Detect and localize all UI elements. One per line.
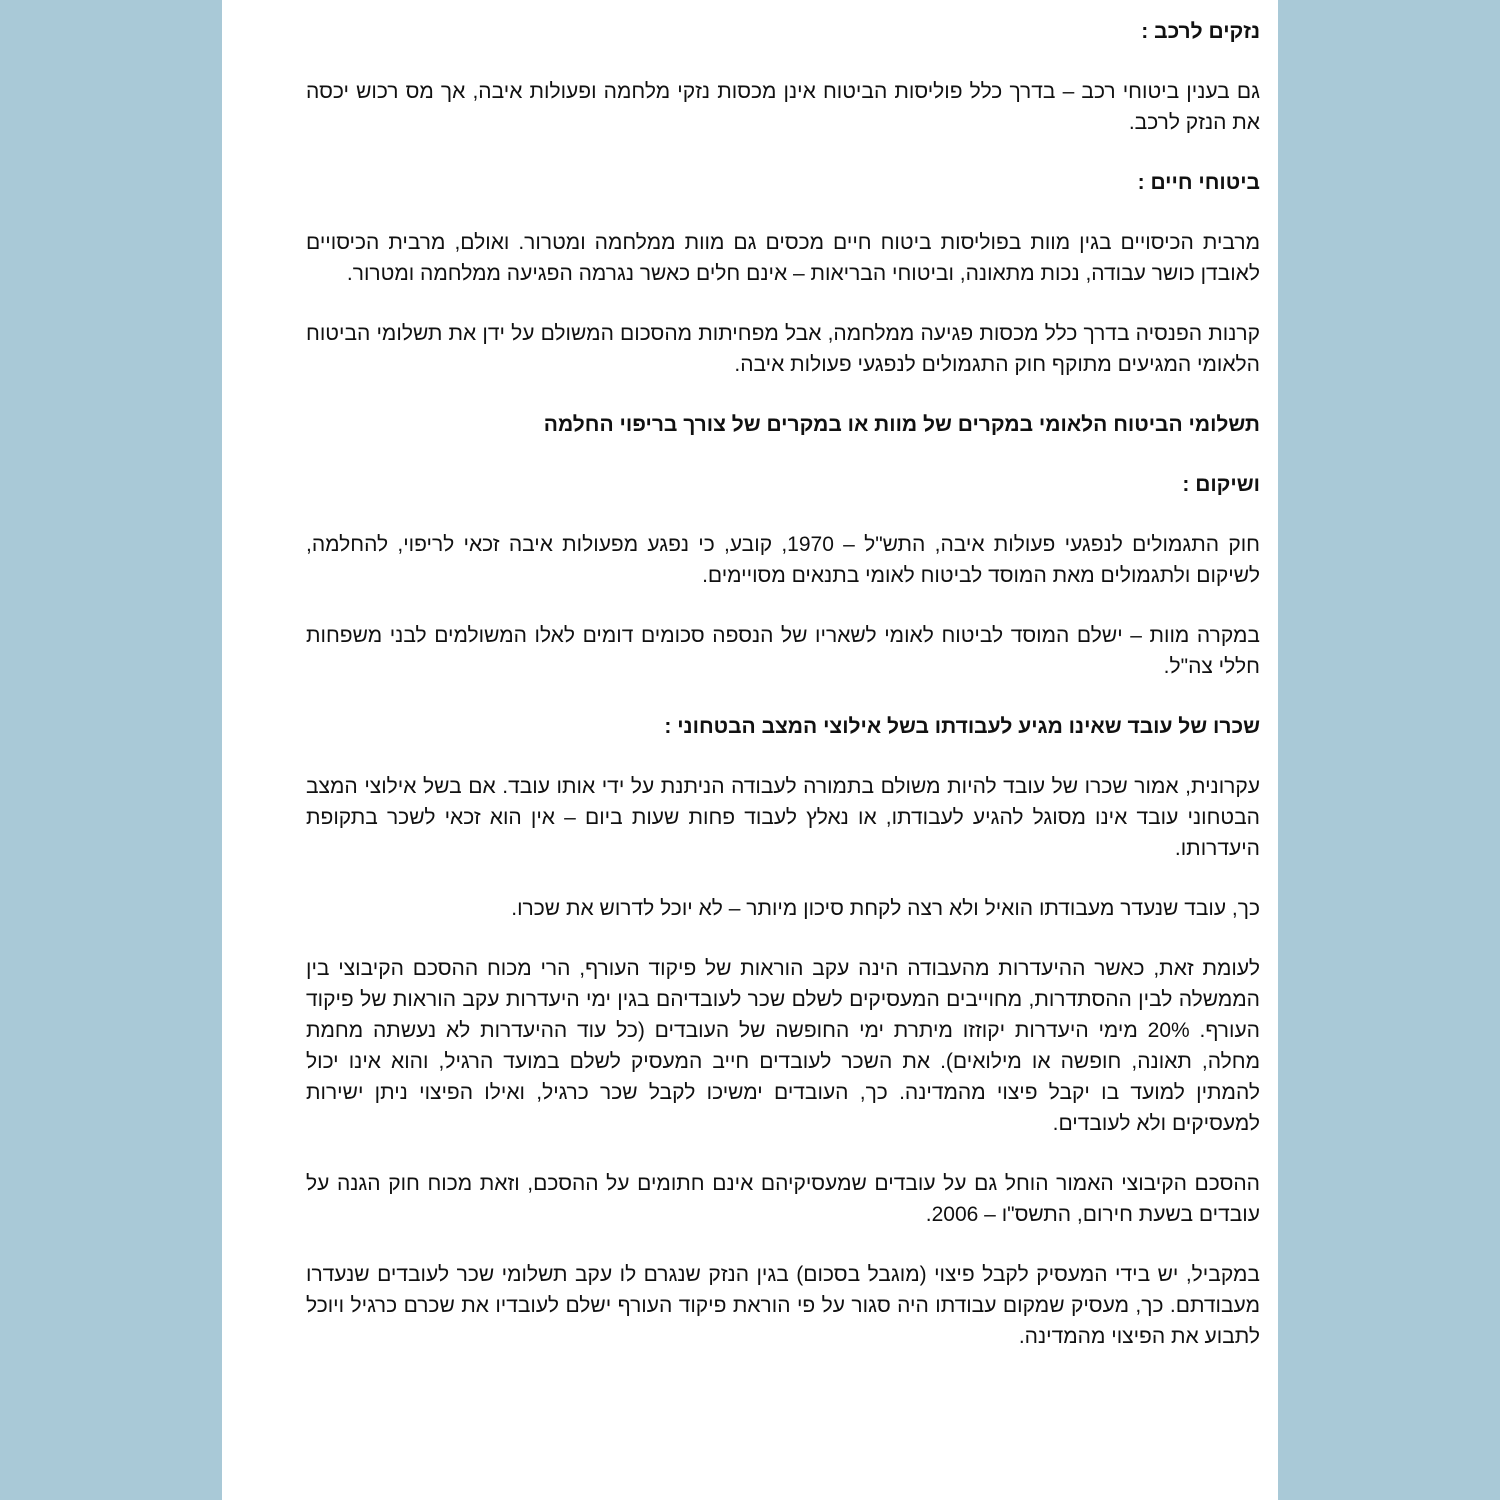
paragraph-absent-employee: כך, עובד שנעדר מעבודתו הואיל ולא רצה לקחת סיכון מיותר – לא יוכל לדרוש את שכרו. bbox=[511, 897, 1260, 920]
document-body bbox=[306, 16, 1260, 1352]
paragraph-pension-funds: קרנות הפנסיה בדרך כלל מכסות פגיעה ממלחמה, אבל מפחיתות מהסכום המשולם על ידן את תשלומי הביטוח הלאומי המגיעים מתוקף חוק התגמולים לנפגעי פעולות איבה. bbox=[306, 322, 1260, 376]
section-heading-national-insurance: תשלומי הביטוח הלאומי במקרים של מוות או במקרים של צורך בריפוי החלמה bbox=[543, 413, 1260, 436]
paragraph-compensation-law: חוק התגמולים לנפגעי פעולות איבה, התש"ל – 1970, קובע, כי נפגע מפעולות איבה זכאי לריפוי, להחלמה, לשיקום ולתגמולים מאת המוסד לביטוח לאומי בתנאים מסויימים. bbox=[306, 533, 1260, 587]
paragraph-employer-compensation: במקביל, יש בידי המעסיק לקבל פיצוי (מוגבל בסכום) בגין הנזק שנגרם לו עקב תשלומי שכר לעובדים שנעדרו מעבודתם. כך, מעסיק שמקום עבודתו היה סגור על פי הוראת פיקוד העורף ישלם לעובדיו את שכרם כרגיל ויוכל לתבוע את הפיצוי מהמדינה. bbox=[306, 1263, 1260, 1348]
section-heading-life-insurance: ביטוחי חיים : bbox=[1137, 171, 1260, 194]
section-heading-employee-salary: שכרו של עובד שאינו מגיע לעבודתו בשל אילוצי המצב הבטחוני : bbox=[664, 715, 1260, 738]
paragraph-home-front-command: לעומת זאת, כאשר ההיעדרות מהעבודה הינה עקב הוראות של פיקוד העורף, הרי מכוח ההסכם הקיבוצי בין הממשלה לבין ההסתדרות, מחוייבים המעסיקים לשלם שכר לעובדיהם בגין ימי היעדרות עקב הוראות של פיקוד העורף. 20% מימי היעדרות יקוזזו מיתרת ימי החופשה של העובדים (כל עוד ההיעדרות לא נעשתה מחמת מחלה, תאונה, חופשה או מילואים). את השכר לעובדים חייב המעסיק לשלם במועד הרגיל, והוא אינו יכול להמתין למועד בו יקבל פיצוי מהמדינה. כך, העובדים ימשיכו לקבל שכר כרגיל, ואילו הפיצוי ניתן ישירות למעסיקים ולא לעובדים. bbox=[306, 957, 1260, 1135]
paragraph-death-case: במקרה מוות – ישלם המוסד לביטוח לאומי לשאריו של הנספה סכומים דומים לאלו המשולמים לבני משפחות חללי צה"ל. bbox=[306, 624, 1260, 678]
paragraph-collective-agreement: ההסכם הקיבוצי האמור הוחל גם על עובדים שמעסיקיהם אינם חתומים על ההסכם, וזאת מכוח חוק הגנה על עובדים בשעת חירום, התשס"ו – 2006. bbox=[306, 1172, 1260, 1226]
document-page bbox=[222, 0, 1278, 1500]
paragraph-vehicle-insurance: גם בענין ביטוחי רכב – בדרך כלל פוליסות הביטוח אינן מכסות נזקי מלחמה ופעולות איבה, אך מס רכוש יכסה את הנזק לרכב. bbox=[306, 80, 1260, 134]
paragraph-life-insurance-coverage: מרבית הכיסויים בגין מוות בפוליסות ביטוח חיים מכסים גם מוות ממלחמה ומטרור. ואולם, מרבית הכיסויים לאובדן כושר עבודה, נכות מתאונה, וביטוחי הבריאות – אינם חלים כאשר נגרמה הפגיעה ממלחמה ומטרור. bbox=[306, 231, 1260, 285]
section-heading-rehabilitation: ושיקום : bbox=[1182, 473, 1260, 496]
section-heading-vehicle-damage: נזקים לרכב : bbox=[1141, 20, 1260, 43]
paragraph-salary-principle: עקרונית, אמור שכרו של עובד להיות משולם בתמורה לעבודה הניתנת על ידי אותו עובד. אם בשל אילוצי המצב הבטחוני עובד אינו מסוגל להגיע לעבודתו, או נאלץ לעבוד פחות שעות ביום – אין הוא זכאי לשכר בתקופת היעדרותו. bbox=[306, 775, 1260, 860]
